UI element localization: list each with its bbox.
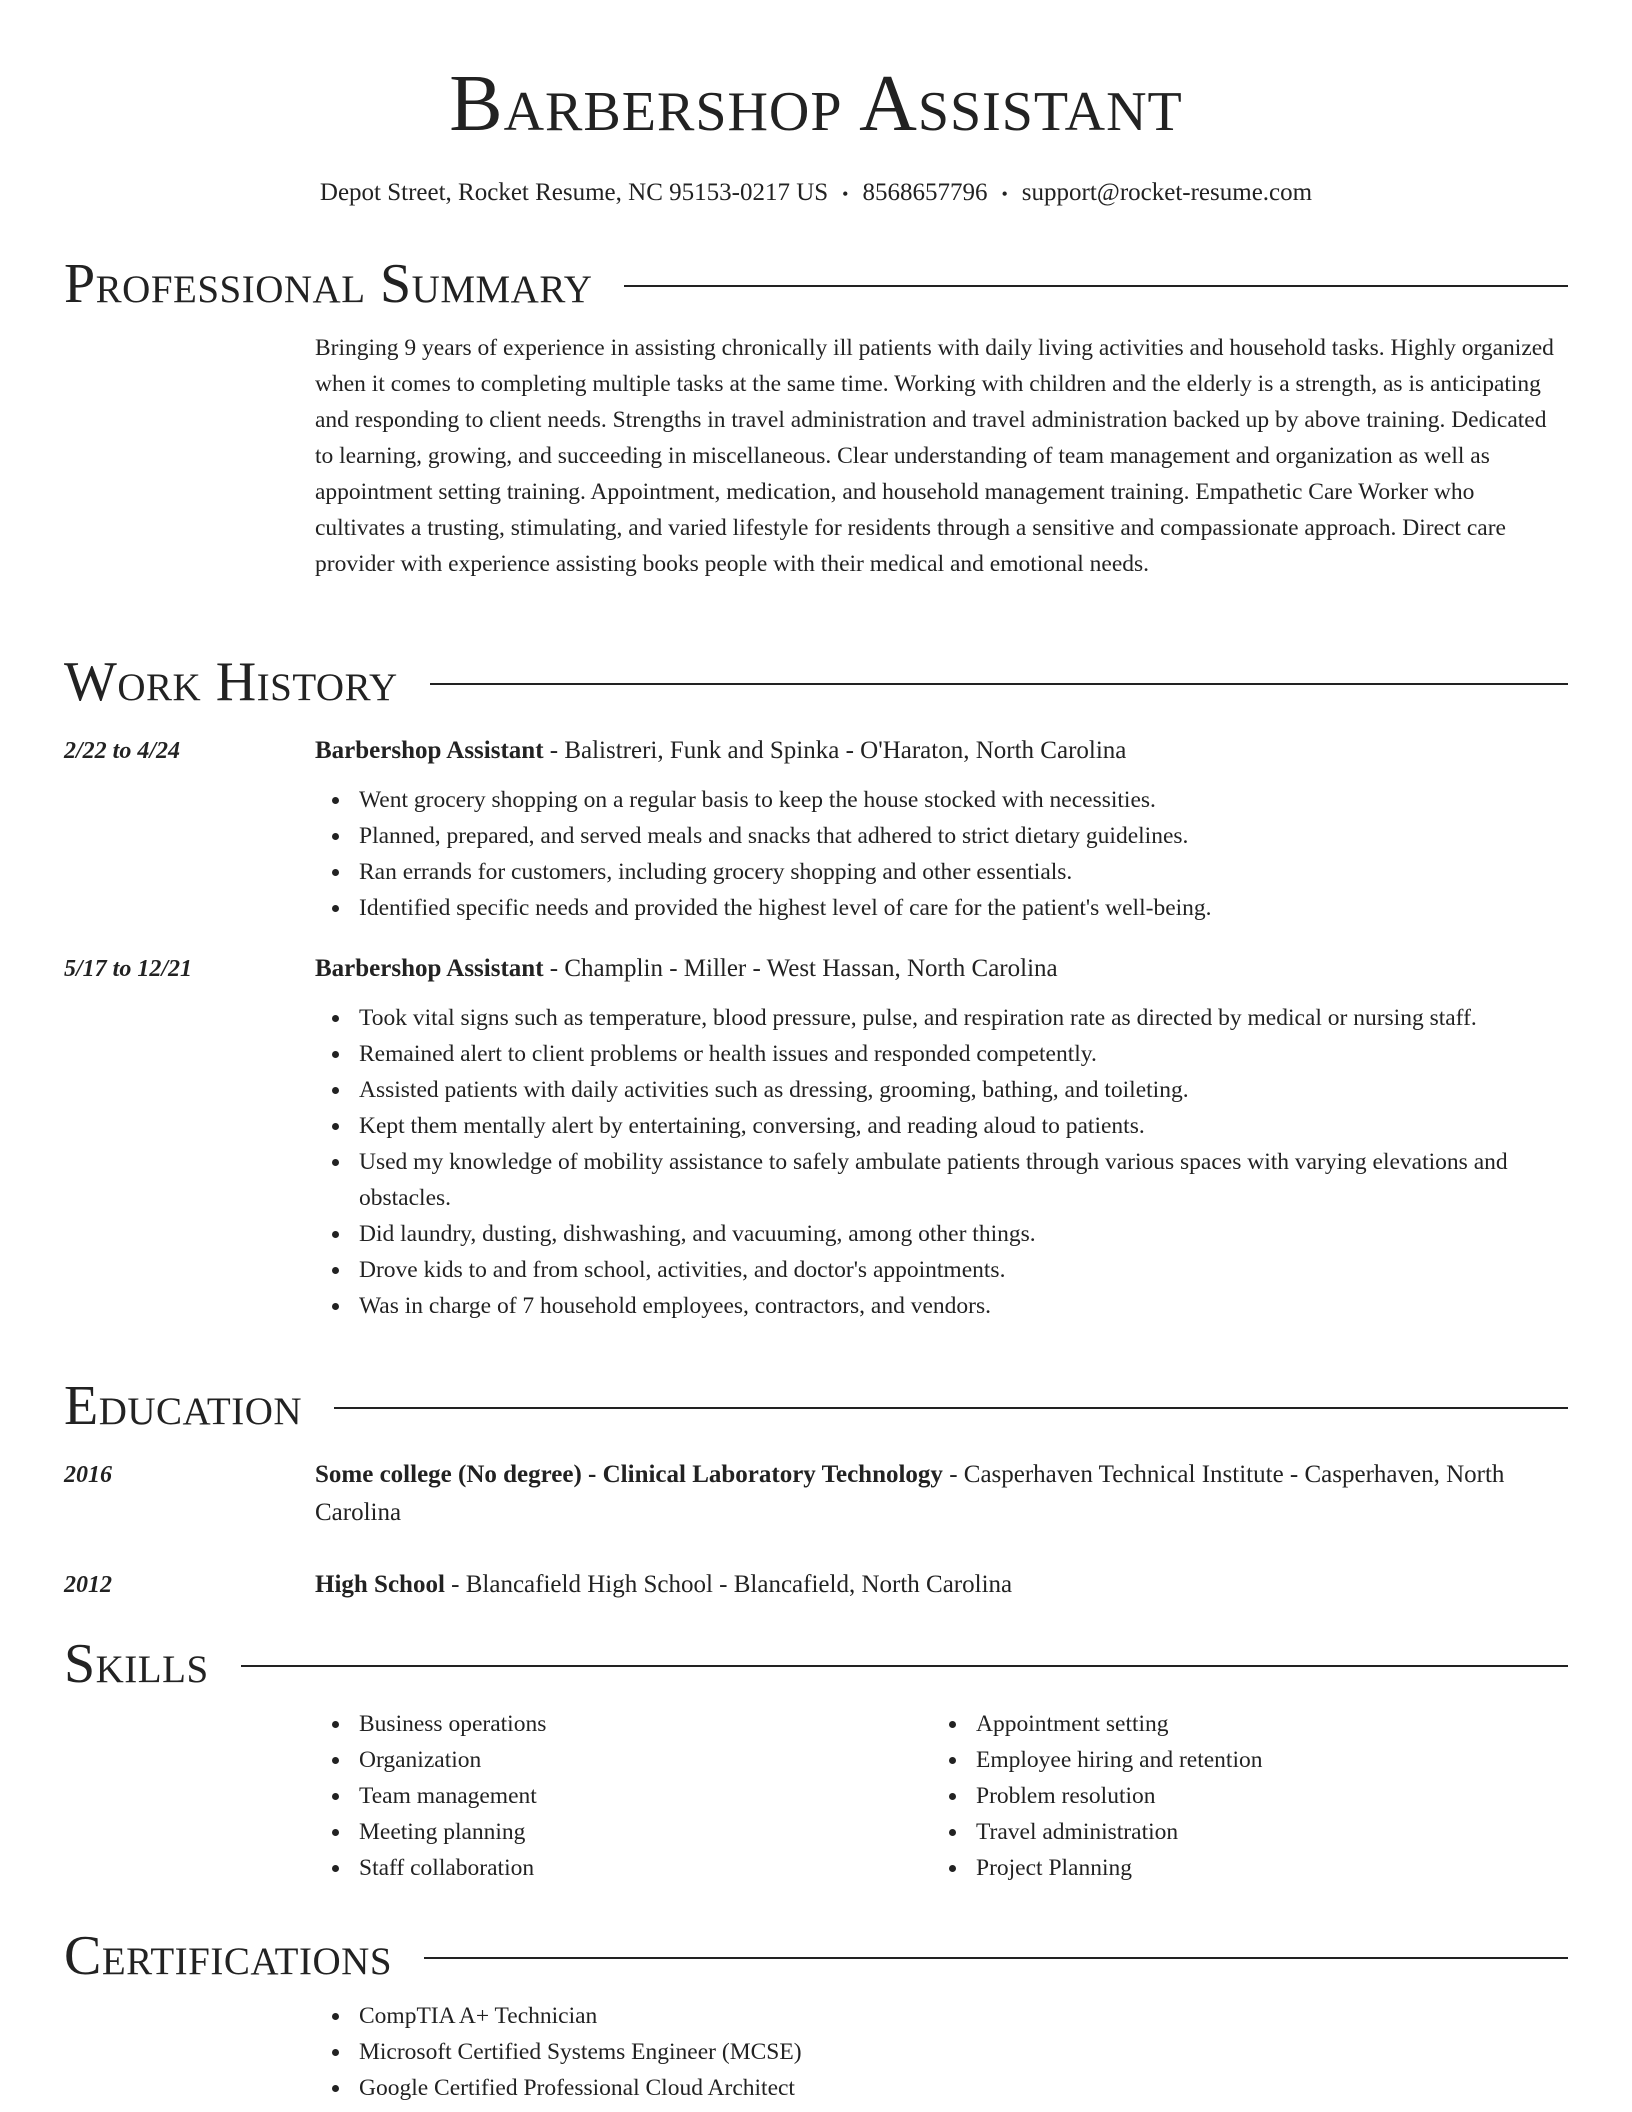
contact-address: Depot Street, Rocket Resume, NC 95153-0217 US	[319, 179, 829, 206]
section-header	[64, 1374, 1568, 1438]
section-divider	[334, 1407, 1568, 1409]
list-item: Went grocery shopping on a regular basis to keep the house stocked with necessities.	[359, 782, 1568, 818]
summary-section	[64, 252, 1568, 582]
education-entry	[64, 1566, 1568, 1604]
list-item: Kept them mentally alert by entertaining, conversing, and reading aloud to patients.	[359, 1108, 1568, 1144]
work-history-section	[64, 650, 1568, 1324]
certification-item: Microsoft Certified Systems Engineer (MCSE)	[359, 2034, 1568, 2070]
job-dates: 5/17 to 12/21	[64, 956, 193, 982]
job-employer: - Champlin - Miller - West Hassan, North Carolina	[543, 955, 1058, 982]
section-title: Skills	[64, 1633, 209, 1695]
skill-item: Business operations	[359, 1706, 932, 1742]
section-title: Education	[64, 1375, 303, 1437]
education-entry	[64, 1456, 1568, 1532]
education-section	[64, 1374, 1568, 1604]
section-header	[64, 1924, 1568, 1988]
job-entry	[64, 950, 1568, 1324]
skill-item: Team management	[359, 1778, 932, 1814]
list-item: Ran errands for customers, including grocery shopping and other essentials.	[359, 854, 1568, 890]
education-year: 2016	[64, 1462, 112, 1488]
education-heading	[315, 1566, 1568, 1604]
education-school: - Casperhaven Technical Institute - Casperhaven, North Carolina	[315, 1461, 1505, 1526]
job-heading	[315, 950, 1568, 988]
job-heading	[315, 732, 1568, 770]
contact-email: support@rocket-resume.com	[1021, 179, 1313, 206]
skills-grid	[315, 1706, 1568, 1886]
skill-item: Appointment setting	[976, 1706, 1549, 1742]
education-school: - Blancafield High School - Blancafield, North Carolina	[444, 1571, 1013, 1598]
job-title: Barbershop Assistant	[315, 737, 544, 764]
list-item: Assisted patients with daily activities such as dressing, grooming, bathing, and toileting.	[359, 1072, 1568, 1108]
certification-item: Google Certified Professional Cloud Architect	[359, 2070, 1568, 2106]
list-item: Did laundry, dusting, dishwashing, and vacuuming, among other things.	[359, 1216, 1568, 1252]
job-employer: - Balistreri, Funk and Spinka - O'Haraton, North Carolina	[543, 737, 1127, 764]
section-header	[64, 1632, 1568, 1696]
list-item: Used my knowledge of mobility assistance to safely ambulate patients through various spaces with varying elevations and obstacles.	[359, 1144, 1568, 1216]
skill-item: Organization	[359, 1742, 932, 1778]
list-item: Was in charge of 7 household employees, contractors, and vendors.	[359, 1288, 1568, 1324]
skill-item: Problem resolution	[976, 1778, 1549, 1814]
certification-item: CompTIA A+ Technician	[359, 1998, 1568, 2034]
certifications-section	[64, 1924, 1568, 2106]
education-heading	[315, 1456, 1568, 1532]
job-duties-list	[315, 1000, 1568, 1324]
list-item: Took vital signs such as temperature, blood pressure, pulse, and respiration rate as directed by medical or nursing staff.	[359, 1000, 1568, 1036]
skill-item: Project Planning	[976, 1850, 1549, 1886]
job-duties-list	[315, 782, 1568, 926]
contact-separator: •	[1001, 184, 1008, 205]
summary-text: Bringing 9 years of experience in assisting chronically ill patients with daily living activities and household tasks. Highly organized when it comes to completing multiple tasks at the same time. Working with children and the elderly is a strength, as is anticipating and responding to client needs. Strengths in travel administration and travel administration backed up by above training. Dedicated to learning, growing, and succeeding in miscellaneous. Clear understanding of team management and organization as well as appointment setting training. Appointment, medication, and household management training. Empathetic Care Worker who cultivates a trusting, stimulating, and varied lifestyle for residents through a sensitive and compassionate approach. Direct care provider with experience assisting books people with their medical and emotional needs.	[315, 335, 1554, 577]
education-degree: High School	[315, 1571, 445, 1598]
section-header	[64, 650, 1568, 714]
education-body	[315, 1456, 1568, 1532]
certifications-list	[315, 1998, 1568, 2106]
skills-list-right	[932, 1706, 1549, 1886]
education-body	[315, 1566, 1568, 1604]
job-dates: 2/22 to 4/24	[64, 738, 181, 764]
contact-line	[0, 176, 1632, 211]
list-item: Identified specific needs and provided the highest level of care for the patient's well-being.	[359, 890, 1568, 926]
section-header	[64, 252, 1568, 316]
list-item: Drove kids to and from school, activities, and doctor's appointments.	[359, 1252, 1568, 1288]
section-divider	[430, 683, 1568, 685]
list-item: Remained alert to client problems or health issues and responded competently.	[359, 1036, 1568, 1072]
section-divider	[424, 1957, 1568, 1959]
skills-section	[64, 1632, 1568, 1886]
skill-item: Staff collaboration	[359, 1850, 932, 1886]
skills-list-left	[315, 1706, 932, 1886]
job-entry	[64, 732, 1568, 926]
skill-item: Meeting planning	[359, 1814, 932, 1850]
section-title: Certifications	[64, 1925, 393, 1987]
skill-item: Employee hiring and retention	[976, 1742, 1549, 1778]
section-title: Professional Summary	[64, 253, 593, 315]
job-title: Barbershop Assistant	[315, 955, 544, 982]
job-body	[315, 732, 1568, 926]
education-degree: Some college (No degree) - Clinical Laboratory Technology	[315, 1461, 943, 1488]
contact-phone: 8568657796	[862, 179, 988, 206]
contact-separator: •	[842, 184, 849, 205]
list-item: Planned, prepared, and served meals and snacks that adhered to strict dietary guidelines.	[359, 818, 1568, 854]
job-body	[315, 950, 1568, 1324]
candidate-name: Barbershop Assistant	[449, 60, 1183, 148]
section-divider	[624, 285, 1568, 287]
skill-item: Travel administration	[976, 1814, 1549, 1850]
section-divider	[241, 1665, 1568, 1667]
education-year: 2012	[64, 1572, 112, 1598]
section-title: Work History	[64, 651, 398, 713]
